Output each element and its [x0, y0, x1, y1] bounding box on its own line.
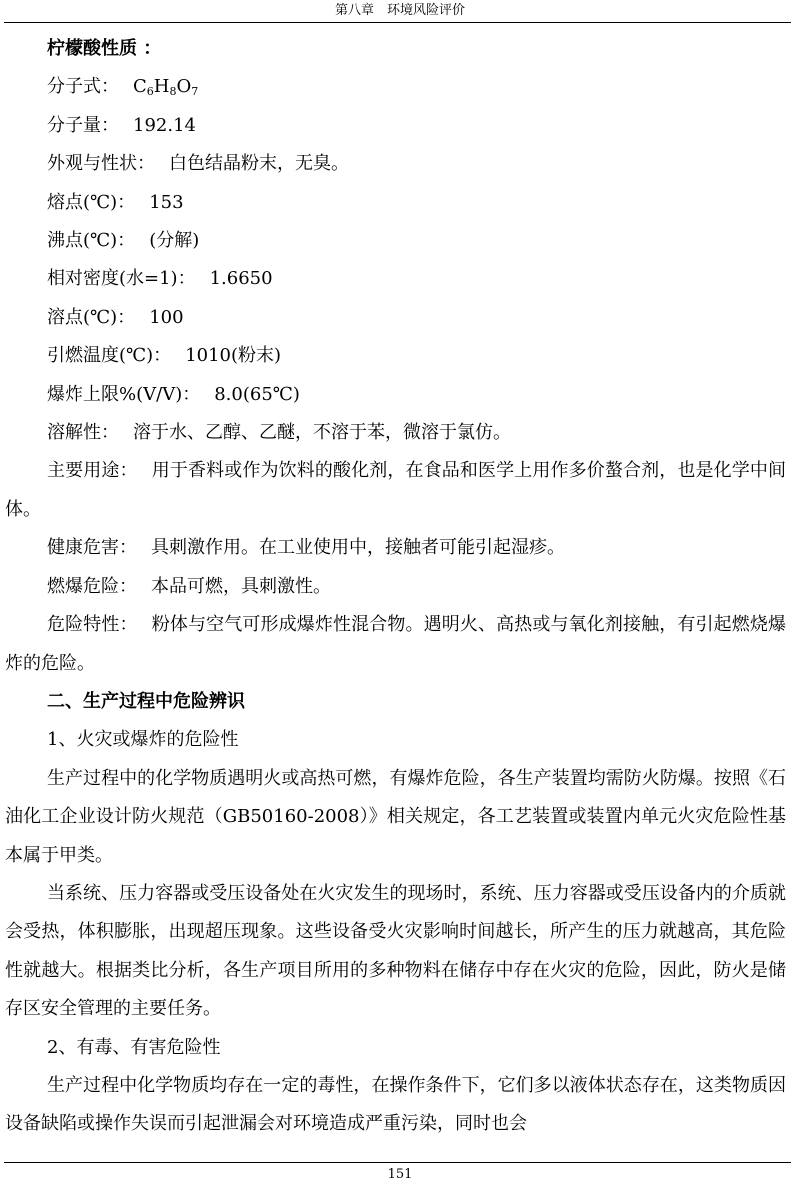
prop-melting-point: [5, 184, 786, 222]
page-number: 151: [387, 1167, 413, 1182]
prop-label: 健康危害：: [47, 537, 137, 559]
prop-boiling-point: [5, 222, 786, 260]
subsection-heading: 2、有毒、有害危险性: [47, 1036, 221, 1058]
prop-value: 溶于水、乙醇、乙醚，不溶于苯，微溶于氯仿。: [133, 422, 511, 444]
prop-value: 1010(粉末): [185, 345, 282, 367]
page-footer: [0, 1164, 800, 1186]
prop-label: 沸点(℃)：: [47, 230, 136, 252]
prop-ignition-temp: [5, 337, 786, 375]
page-header: [0, 0, 800, 22]
prop-label: 引燃温度(℃)：: [47, 345, 172, 367]
prop-solution-point: [5, 299, 786, 337]
subsection-heading: 1、火灾或爆炸的危险性: [47, 729, 239, 751]
prop-label: 燃爆危险：: [47, 575, 137, 597]
paragraph: 生产过程中的化学物质遇明火或高热可燃，有爆炸危险，各生产装置均需防火防爆。按照《石油化工企业设计防火规范（GB50160-2008）》相关规定，各工艺装置或装置内单元火灾危险性基本属于甲类。: [5, 767, 786, 866]
paragraph: 生产过程中化学物质均存在一定的毒性，在操作条件下，它们多以液体状态存在，这类物质因设备缺陷或操作失误而引起泄漏会对环境造成严重污染，同时也会: [5, 1074, 786, 1135]
prop-molecular-weight: [5, 107, 786, 145]
prop-value: 粉体与空气可形成爆炸性混合物。遇明火、高热或与氧化剂接触，有引起燃烧爆炸的危险。: [5, 614, 786, 674]
prop-value: 具刺激作用。在工业使用中，接触者可能引起湿疹。: [151, 537, 565, 559]
prop-explosion-limit: [5, 376, 786, 414]
section-heading: 二、生产过程中危险辨识: [47, 690, 245, 712]
prop-label: 爆炸上限%(V/V)：: [47, 383, 201, 405]
prop-label: 分子量：: [47, 114, 119, 136]
prop-label: 分子式：: [47, 76, 119, 98]
chapter-title: 第八章 环境风险评价: [334, 3, 465, 18]
chemical-formula: $C_6H_8O_7$: [133, 76, 199, 99]
prop-value: 1.6650: [209, 268, 273, 290]
prop-value: 白色结晶粉末，无臭。: [169, 153, 349, 175]
prop-label: 溶点(℃)：: [47, 306, 136, 328]
prop-value: 本品可燃，具刺激性。: [151, 575, 331, 597]
prop-value: 192.14: [133, 114, 196, 136]
properties-title: 柠檬酸性质 ：: [47, 38, 162, 59]
header-divider: [4, 22, 791, 23]
prop-label: 外观与性状：: [47, 153, 155, 175]
prop-label: 危险特性：: [47, 614, 138, 636]
prop-label: 主要用途：: [47, 460, 138, 482]
prop-main-use: [5, 452, 786, 529]
prop-label: 溶解性：: [47, 422, 119, 444]
prop-value: 用于香料或作为饮料的酸化剂，在食品和医学上用作多价螯合剂，也是化学中间体。: [5, 460, 786, 520]
prop-label: 熔点(℃)：: [47, 191, 136, 213]
paragraph: 当系统、压力容器或受压设备处在火灾发生的现场时，系统、压力容器或受压设备内的介质就会受热，体积膨胀，出现超压现象。这些设备受火灾影响时间越长，所产生的压力就越高，其危险性就越大。根据类比分析，各生产项目所用的多种物料在储存中存在火灾的危险，因此，防火是储存区安全管理的主要任务。: [5, 882, 786, 1020]
prop-hazard-characteristics: [5, 606, 786, 683]
prop-formula: [5, 68, 786, 106]
prop-value: 8.0(65℃): [214, 383, 300, 405]
prop-appearance: [5, 145, 786, 183]
footer-divider: [4, 1162, 791, 1163]
document-body: [5, 30, 786, 1144]
prop-health-hazard: [5, 529, 786, 567]
prop-solubility: [5, 414, 786, 452]
prop-label: 相对密度(水=1)：: [47, 268, 196, 290]
prop-value: (分解): [149, 230, 200, 252]
prop-burn-hazard: [5, 568, 786, 606]
prop-density: [5, 260, 786, 298]
prop-value: 153: [149, 191, 184, 213]
prop-value: 100: [149, 306, 184, 328]
